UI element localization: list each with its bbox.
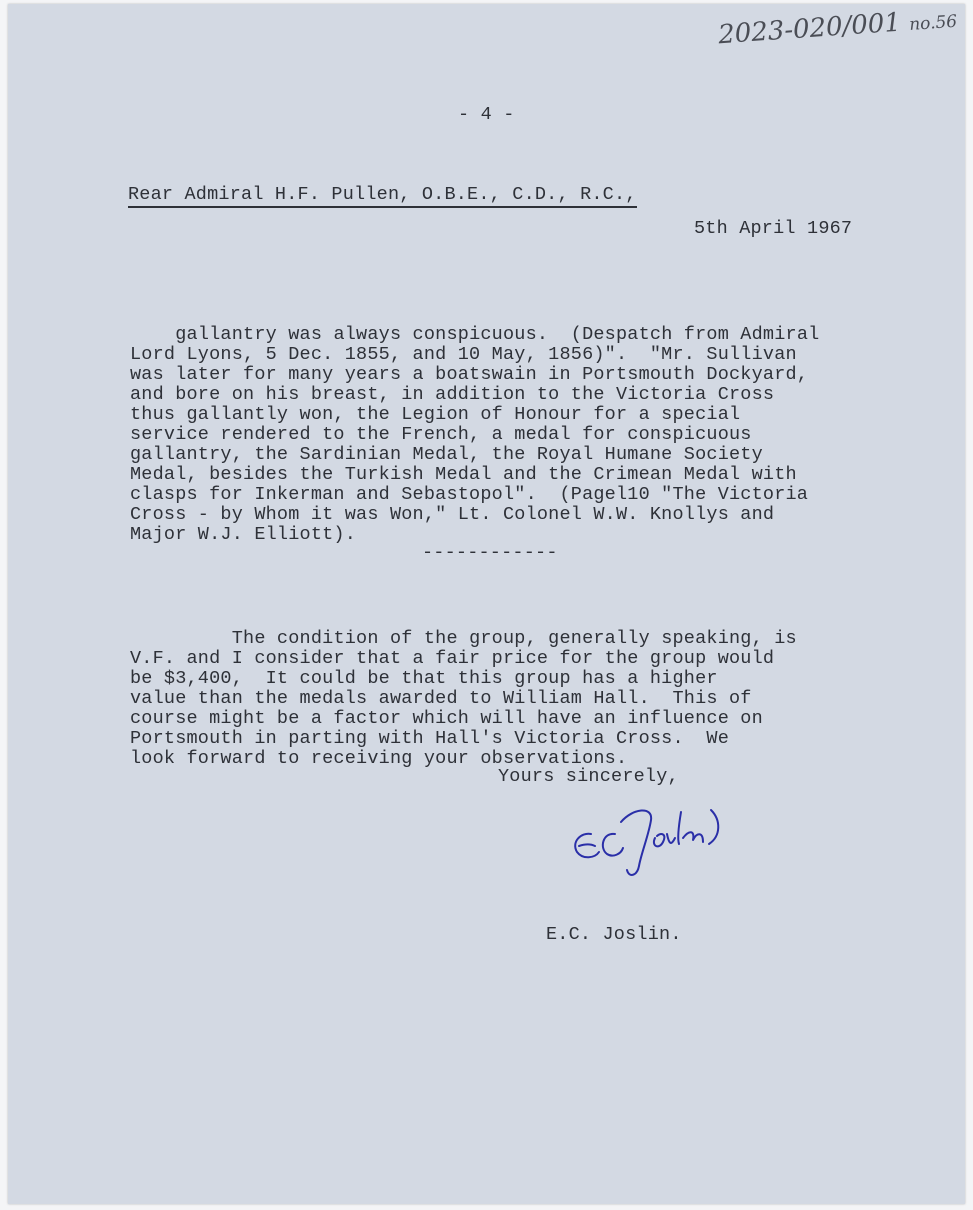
text-line: thus gallantly won, the Legion of Honour for a special xyxy=(130,404,741,425)
archive-number: 2023-020/001 xyxy=(717,7,902,51)
archive-reference xyxy=(717,4,958,51)
text-line: Major W.J. Elliott). xyxy=(130,524,357,545)
body-paragraph-2 xyxy=(130,609,797,789)
letter-date: 5th April 1967 xyxy=(694,218,853,239)
text-line: gallantry was always conspicuous. (Despatch from Admiral xyxy=(175,324,820,345)
text-line: service rendered to the French, a medal for conspicuous xyxy=(130,424,752,445)
text-line: Portsmouth in parting with Hall's Victoria Cross. We xyxy=(130,728,729,749)
text-line: course might be a factor which will have an influence on xyxy=(130,708,763,729)
section-separator: ------------ xyxy=(422,542,558,563)
body-paragraph-1 xyxy=(130,305,819,565)
text-line: look forward to receiving your observations. xyxy=(130,748,628,769)
recipient-line: Rear Admiral H.F. Pullen, O.B.E., C.D., R.C., xyxy=(128,184,637,208)
text-line: gallantry, the Sardinian Medal, the Royal Humane Society xyxy=(130,444,763,465)
text-line: and bore on his breast, in addition to the Victoria Cross xyxy=(130,384,775,405)
text-line: The condition of the group, generally speaking, is xyxy=(175,628,797,649)
text-line: V.F. and I consider that a fair price for the group would xyxy=(130,648,775,669)
letter-page xyxy=(8,4,965,1204)
page-number: - 4 - xyxy=(458,104,515,125)
text-line: Medal, besides the Turkish Medal and the Crimean Medal with xyxy=(130,464,797,485)
text-line: was later for many years a boatswain in Portsmouth Dockyard, xyxy=(130,364,809,385)
text-line: clasps for Inkerman and Sebastopol". (Pagel10 "The Victoria xyxy=(130,484,809,505)
signer-name: E.C. Joslin. xyxy=(546,924,682,945)
archive-item-number: no.56 xyxy=(908,11,958,35)
handwritten-signature xyxy=(563,794,733,884)
text-line: value than the medals awarded to William Hall. This of xyxy=(130,688,752,709)
text-line: Lord Lyons, 5 Dec. 1855, and 10 May, 1856)". "Mr. Sullivan xyxy=(130,344,797,365)
text-line: Cross - by Whom it was Won," Lt. Colonel W.W. Knollys and xyxy=(130,504,775,525)
closing-salutation: Yours sincerely, xyxy=(498,766,679,787)
text-line: be $3,400, It could be that this group has a higher xyxy=(130,668,718,689)
